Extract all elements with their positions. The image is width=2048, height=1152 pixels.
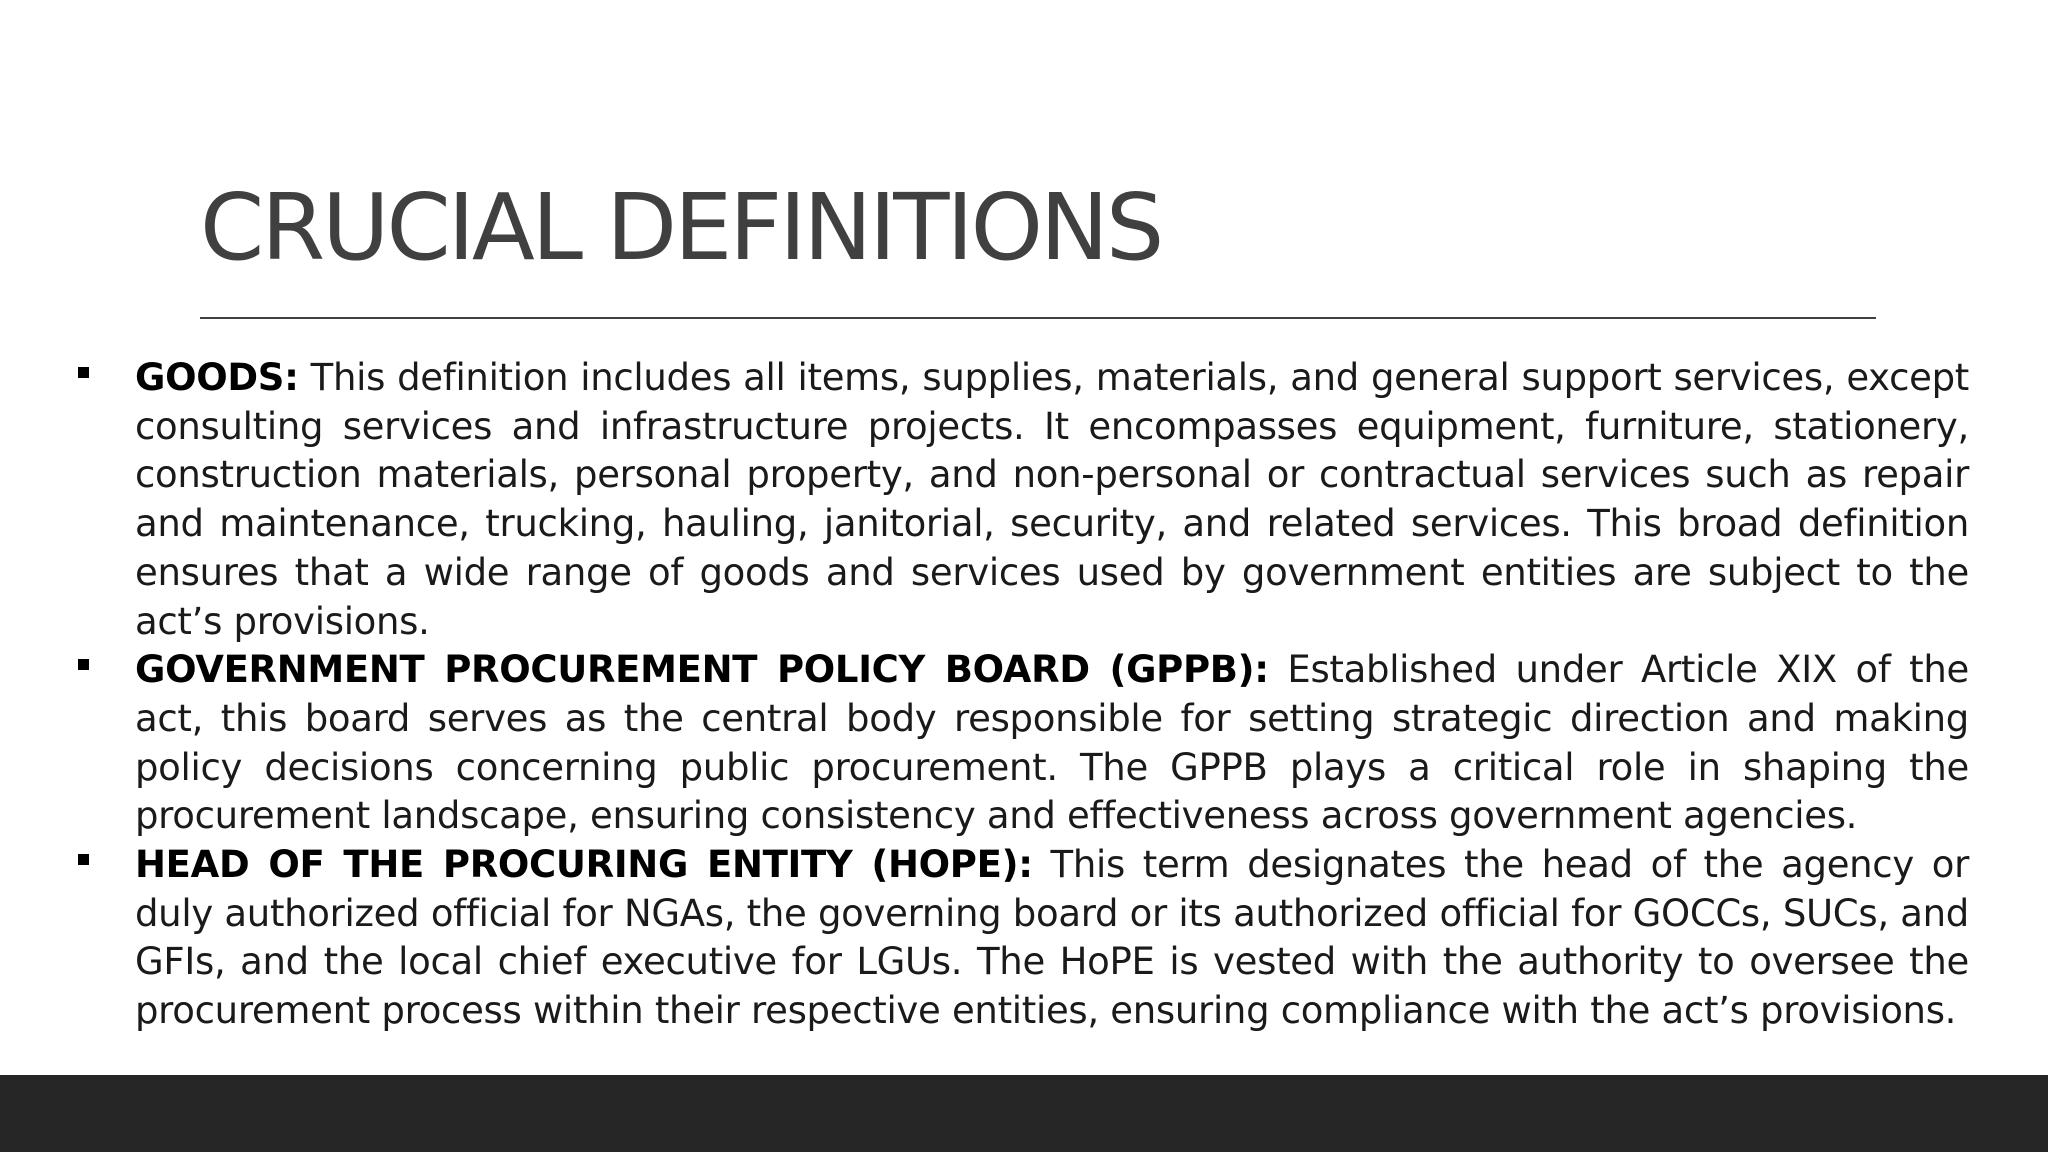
definitions-list [78, 354, 1969, 1036]
definition-text: This term designates the head of the agency or duly authorized official for NGAs, the governing board or its authorized official for GOCCs, SUCs, and GFIs, and the local chief executive for LGUs. The HoPE is vested with the authority to oversee the procurement process within their respective entities, ensuring compliance with the act’s provisions. [135, 843, 1970, 1033]
title-divider [200, 317, 1876, 319]
square-bullet-icon [78, 854, 89, 865]
footer-bar [0, 1075, 2048, 1152]
definition-term: GOVERNMENT PROCUREMENT POLICY BOARD (GPPB): [135, 648, 1269, 692]
slide-title: CRUCIAL DEFINITIONS [200, 174, 1162, 281]
definition-text: Established under Article XIX of the act, this board serves as the central body responsible for setting strategic direction and making policy decisions concerning public procurement. The GPPB plays a critical role in shaping the procurement landscape, ensuring consistency and effectiveness across government agencies. [135, 648, 1969, 838]
definition-text: This definition includes all items, supplies, materials, and general support services, except consulting services and infrastructure projects. It encompasses equipment, furniture, stationery, construction materials, personal property, and non-personal or contractual services such as repair and maintenance, trucking, hauling, janitorial, security, and related services. This broad definition ensures that a wide range of goods and services used by government entities are subject to the act’s provisions. [135, 356, 1969, 643]
square-bullet-icon [78, 367, 89, 378]
definition-item-goods [78, 354, 1969, 646]
square-bullet-icon [78, 659, 89, 670]
definition-item-gppb [78, 646, 1969, 841]
definition-term: GOODS: [135, 356, 299, 399]
definition-term: HEAD OF THE PROCURING ENTITY (HOPE): [135, 843, 1033, 887]
definition-item-hope [78, 841, 1969, 1036]
